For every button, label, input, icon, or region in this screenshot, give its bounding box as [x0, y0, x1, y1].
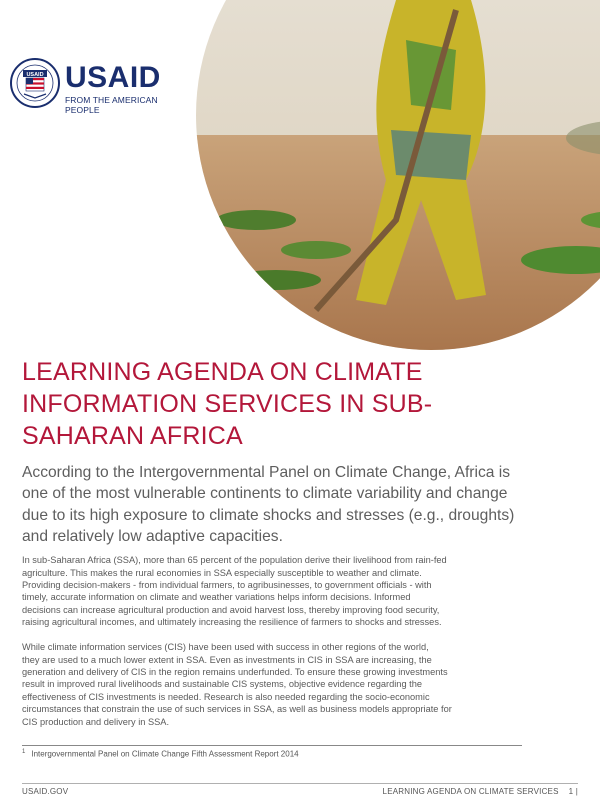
footnote-divider	[22, 745, 522, 746]
title-line: LEARNING AGENDA ON CLIMATE	[22, 357, 423, 386]
body-line: result in improved rural livelihoods and sustainable CIS systems, objective evidence regarding the	[22, 679, 423, 690]
body-line: effectiveness of CIS investments is needed. Research is also needed regarding the socio-economic	[22, 691, 430, 702]
body-line: decisions can increase agricultural production and avoid harvest loss, thereby improving food security,	[22, 604, 440, 615]
footnote-text: Intergovernmental Panel on Climate Change Fifth Assessment Report 2014	[31, 749, 299, 759]
brand-tagline: FROM THE AMERICAN PEOPLE	[65, 95, 158, 115]
body-line: timely, accurate information on climate and weather variations helps inform decisions. Informed	[22, 592, 411, 603]
body-line: raising agricultural incomes, and ultimately increasing the resilience of farmers to shocks and stresses.	[22, 617, 442, 628]
usaid-logo	[10, 58, 180, 115]
footer-running-title	[383, 787, 578, 796]
title-line: INFORMATION SERVICES IN SUB-	[22, 389, 433, 418]
body-line: agriculture. This makes the rural economies in SSA especially susceptible to weather and climate.	[22, 567, 422, 578]
body-paragraph-2	[22, 641, 582, 728]
intro-paragraph	[22, 462, 582, 548]
body-paragraph-1	[22, 554, 582, 628]
footnote	[22, 749, 299, 759]
footnote-marker: 1	[22, 749, 26, 755]
body-line: Providing decision-makers - from individual farmers, to agribusinesses, to government officials - with	[22, 580, 432, 591]
brand-name: USAID	[65, 61, 161, 94]
page-title	[22, 356, 522, 452]
intro-line: one of the most vulnerable continents to climate variability and change	[22, 485, 508, 503]
intro-line: due to its high exposure to climate shocks and stresses (e.g., droughts)	[22, 506, 515, 524]
body-line: generation and delivery of CIS in the region remains underfunded. To ensure these growing investments	[22, 667, 448, 678]
title-line: SAHARAN AFRICA	[22, 421, 243, 450]
body-line: circumstances that constrain the use of such services in SSA, as well as business models appropriate for	[22, 704, 452, 715]
body-line: In sub-Saharan Africa (SSA), more than 65 percent of the population derive their livelihood from rain-fed	[22, 555, 447, 566]
body-line: While climate information services (CIS) have been used with success in other regions of the world,	[22, 642, 429, 653]
hero-photo	[196, 0, 600, 350]
footer-divider	[22, 783, 578, 784]
intro-line: and relatively low adaptive capacities.	[22, 528, 283, 546]
seal-text: USAID	[26, 71, 44, 78]
footer-doc-title: LEARNING AGENDA ON CLIMATE SERVICES	[382, 787, 559, 796]
footer-website-link[interactable]: USAID.GOV	[22, 787, 69, 796]
usaid-seal-icon	[10, 58, 60, 108]
body-line: CIS production and delivery in SSA.	[22, 716, 170, 727]
page-number: 1 |	[568, 787, 578, 796]
body-line: they are used to a much lower extent in SSA. Even as investments in CIS in SSA are increasing, the	[22, 654, 432, 665]
intro-line: According to the Intergovernmental Panel on Climate Change, Africa is	[22, 463, 511, 481]
farmer-photo-image	[196, 0, 600, 350]
